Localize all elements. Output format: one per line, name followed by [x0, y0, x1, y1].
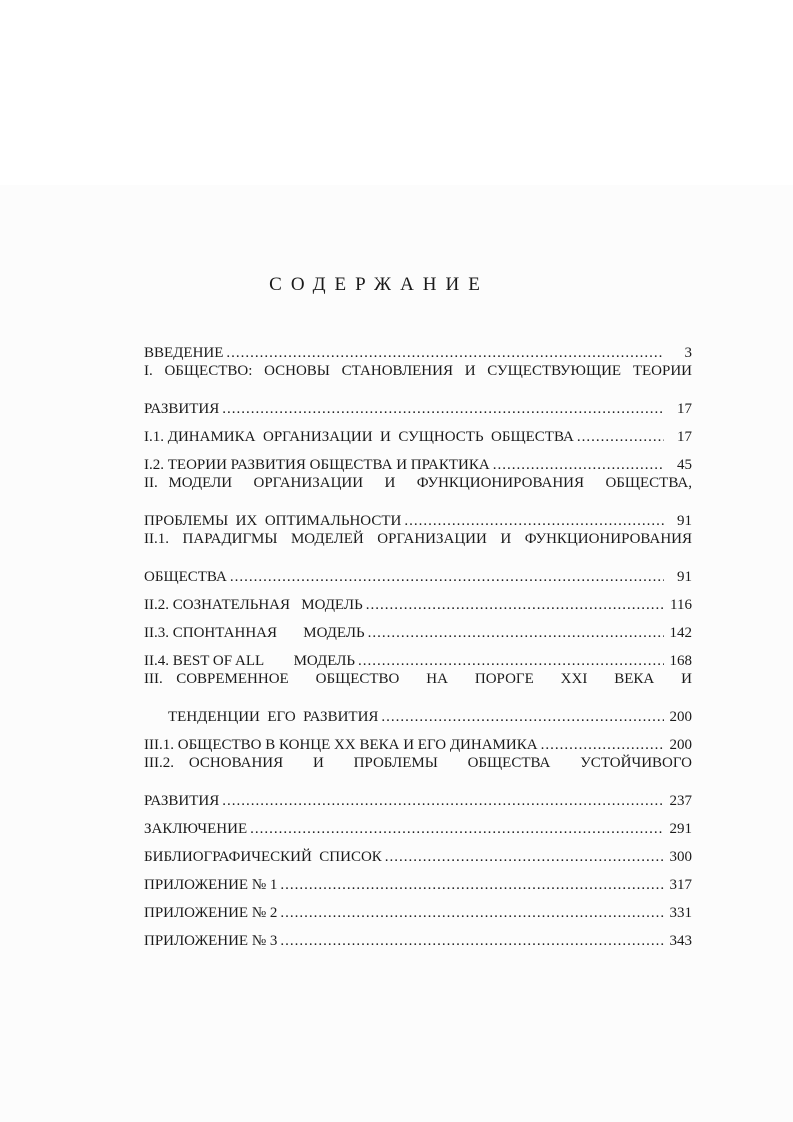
- toc-entry-label: I.1. ДИНАМИКА ОРГАНИЗАЦИИ И СУЩНОСТЬ ОБЩЕСТВА: [144, 429, 574, 445]
- leader-dots: [230, 568, 664, 586]
- toc-entry[interactable]: [144, 446, 692, 474]
- toc-entry-heading[interactable]: [144, 754, 692, 782]
- toc-page-number: 45: [677, 457, 692, 473]
- toc-page-number: 300: [669, 849, 692, 865]
- toc-entry-label: ЗАКЛЮЧЕНИЕ: [144, 821, 248, 837]
- toc-entry-label: ОБЩЕСТВА: [144, 569, 227, 585]
- toc-page-number: 237: [669, 793, 692, 809]
- leader-dots: [226, 344, 664, 362]
- page-title: СОДЕРЖАНИЕ: [269, 274, 489, 295]
- toc-entry-label: ПРОБЛЕМЫ ИХ ОПТИМАЛЬНОСТИ: [144, 513, 402, 529]
- toc-entry-label: ВВЕДЕНИЕ: [144, 345, 224, 361]
- leader-dots: [222, 792, 664, 810]
- toc-entry-label: II.3. СПОНТАННАЯ МОДЕЛЬ: [144, 625, 365, 641]
- toc-page-number: 317: [669, 877, 692, 893]
- toc-page-number: 116: [670, 597, 692, 613]
- leader-dots: [366, 596, 664, 614]
- toc-page-number: 142: [669, 625, 692, 641]
- toc-entry-label: ПРИЛОЖЕНИЕ № 2: [144, 905, 278, 921]
- toc-page-number: 291: [669, 821, 692, 837]
- toc-entry-label: II.2. СОЗНАТЕЛЬНАЯ МОДЕЛЬ: [144, 597, 363, 613]
- toc-entry-label: II.4. BEST OF ALL МОДЕЛЬ: [144, 653, 355, 669]
- toc-entry-heading[interactable]: [144, 362, 692, 390]
- leader-dots: [280, 932, 664, 950]
- toc-entry[interactable]: [144, 614, 692, 642]
- toc-entry-label: III. СОВРЕМЕННОЕ ОБЩЕСТВО НА ПОРОГЕ XXI ВЕКА И: [144, 671, 692, 687]
- toc-entry-label: РАЗВИТИЯ: [144, 793, 220, 809]
- toc-page-number: 91: [677, 513, 692, 529]
- toc-entry-heading[interactable]: [144, 530, 692, 558]
- toc-entry[interactable]: [144, 642, 692, 670]
- toc-page-number: 331: [669, 905, 692, 921]
- toc-entry[interactable]: [144, 782, 692, 810]
- leader-dots: [404, 512, 664, 530]
- toc-page-number: 200: [669, 737, 692, 753]
- leader-dots: [280, 876, 664, 894]
- toc-entry[interactable]: [144, 390, 692, 418]
- leader-dots: [222, 400, 664, 418]
- leader-dots: [493, 456, 664, 474]
- toc-page-number: 91: [677, 569, 692, 585]
- toc-entry[interactable]: [144, 502, 692, 530]
- toc-entry-label: III.2. ОСНОВАНИЯ И ПРОБЛЕМЫ ОБЩЕСТВА УСТОЙЧИВОГО: [144, 755, 692, 771]
- toc-entry[interactable]: [144, 726, 692, 754]
- toc-entry-label: РАЗВИТИЯ: [144, 401, 220, 417]
- toc-page-number: 17: [677, 401, 692, 417]
- toc-entry[interactable]: [144, 698, 692, 726]
- toc-entry-label: ТЕНДЕНЦИИ ЕГО РАЗВИТИЯ: [168, 709, 379, 725]
- toc-entry[interactable]: [144, 558, 692, 586]
- toc-entry[interactable]: [144, 586, 692, 614]
- toc-entry-label: I. ОБЩЕСТВО: ОСНОВЫ СТАНОВЛЕНИЯ И СУЩЕСТВУЮЩИЕ ТЕОРИИ: [144, 363, 692, 379]
- toc-page-number: 168: [669, 653, 692, 669]
- leader-dots: [358, 652, 664, 670]
- toc-entry-heading[interactable]: [144, 474, 692, 502]
- leader-dots: [280, 904, 664, 922]
- toc-entry-label: БИБЛИОГРАФИЧЕСКИЙ СПИСОК: [144, 849, 382, 865]
- leader-dots: [541, 736, 664, 754]
- toc-entry[interactable]: [144, 866, 692, 894]
- toc-entry[interactable]: [144, 838, 692, 866]
- toc-entry-label: II. МОДЕЛИ ОРГАНИЗАЦИИ И ФУНКЦИОНИРОВАНИЯ ОБЩЕСТВА,: [144, 475, 692, 491]
- leader-dots: [385, 848, 664, 866]
- toc-entry[interactable]: [144, 922, 692, 950]
- toc-page-number: 343: [669, 933, 692, 949]
- toc-entry-label: ПРИЛОЖЕНИЕ № 1: [144, 877, 278, 893]
- toc-entry-label: ПРИЛОЖЕНИЕ № 3: [144, 933, 278, 949]
- table-of-contents: [144, 334, 692, 950]
- toc-page-number: 200: [669, 709, 692, 725]
- leader-dots: [250, 820, 664, 838]
- toc-entry[interactable]: [144, 334, 692, 362]
- toc-entry[interactable]: [144, 418, 692, 446]
- toc-entry-label: I.2. ТЕОРИИ РАЗВИТИЯ ОБЩЕСТВА И ПРАКТИКА: [144, 457, 490, 473]
- toc-page-number: 3: [684, 345, 692, 361]
- toc-entry-label: II.1. ПАРАДИГМЫ МОДЕЛЕЙ ОРГАНИЗАЦИИ И ФУНКЦИОНИРОВАНИЯ: [144, 531, 692, 547]
- toc-entry[interactable]: [144, 894, 692, 922]
- toc-entry-heading[interactable]: [144, 670, 692, 698]
- leader-dots: [577, 428, 664, 446]
- toc-page-number: 17: [677, 429, 692, 445]
- leader-dots: [368, 624, 664, 642]
- leader-dots: [381, 708, 664, 726]
- toc-entry-label: III.1. ОБЩЕСТВО В КОНЦЕ XX ВЕКА И ЕГО ДИНАМИКА: [144, 737, 538, 753]
- toc-entry[interactable]: [144, 810, 692, 838]
